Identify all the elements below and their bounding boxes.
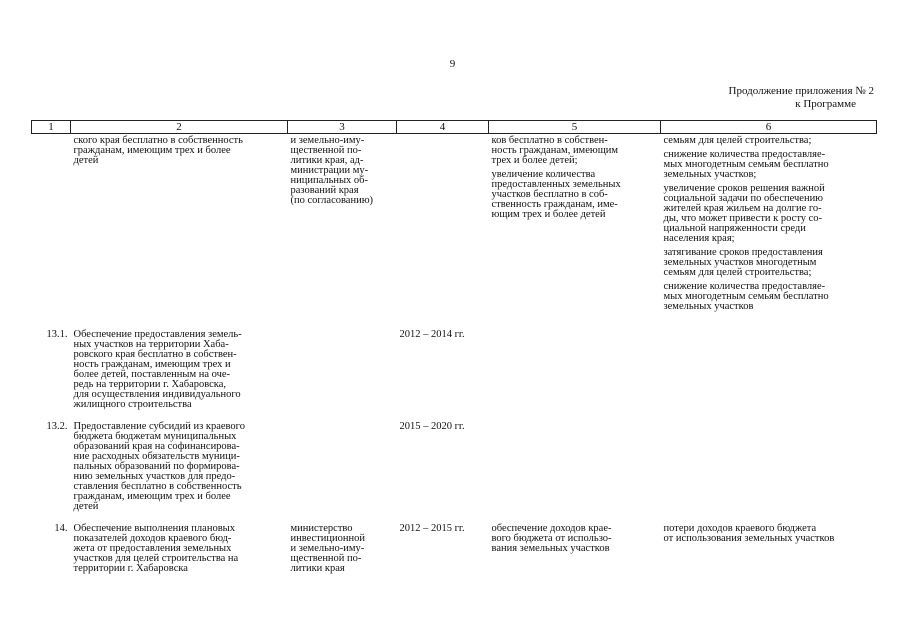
cell-paragraph: увеличение сроков решения важной социальной задачи по обеспечению жителей края жильем на долгие го- ды, что может привести к росту со- циальной напряженности среди населения края; [663,183,825,244]
measure-description [71,134,288,317]
cell-paragraph: потери доходов краевого бюджета от использования земельных участков [663,523,835,544]
appendix-line-2: к Программе [795,98,856,110]
column-header: 3 [288,121,397,134]
cell-text: Обеспечение предоставления земель- ных участков на территории Хаба- ровского края бесплатно в собствен- ность гражданам, имеющим трех и более детей, поставленным на оче- редь на территории г. Хабаровска, для осуществления индивидуального жилищного строительства [73,329,242,410]
appendix-line-1: Продолжение приложения № 2 [728,85,874,97]
measure-description [71,516,288,578]
responsible-executor [288,316,397,414]
responsible-executor [288,414,397,516]
table-header-row [32,121,877,134]
cell-text: Предоставление субсидий из краевого бюджета бюджетам муниципальных образований края на софинансирова- ние расходных обязательств муници- пальных образований по формирова- нию земельных участков для предо- ставления бесплатно в собственность гражданам, имеющим трех и более детей [73,421,245,512]
table-row [32,134,877,317]
cell-paragraph: снижение количества предоставляе- мых многодетным семьям бесплатно земельных участков [663,281,829,312]
appendix-heading [729,85,874,111]
consequences [661,414,877,516]
cell-text: Обеспечение выполнения плановых показателей доходов краевого бюд- жета от предоставления земельных участков для целей строительства на территории г. Хабаровска [73,523,239,574]
cell-paragraph: снижение количества предоставляе- мых многодетным семьям бесплатно земельных участков; [663,149,829,180]
cell-paragraph: увеличение количества предоставленных земельных участков бесплатно в соб- ственность гражданам, име- ющим трех и более детей [491,169,621,220]
program-table [31,120,877,578]
implementation-period [397,414,489,516]
measure-description [71,316,288,414]
cell-text: ского края бесплатно в собственность гражданам, имеющим трех и более детей [73,135,243,166]
cell-paragraph: затягивание сроков предоставления земельных участков многодетным семьям для целей строительства; [663,247,823,278]
row-number: 14. [54,523,68,534]
measure-description [71,414,288,516]
table-row [32,414,877,516]
page-number: 9 [449,58,456,70]
cell-paragraph: семьям для целей строительства; [663,135,812,146]
consequences [661,516,877,578]
cell-text: и земельно-иму- щественной по- литики края, ад- министрации му- ниципальных об- разований края (по согласованию) [290,135,374,206]
row-number [32,134,71,317]
expected-result [489,516,661,578]
responsible-executor [288,516,397,578]
expected-result [489,414,661,516]
implementation-period [397,516,489,578]
cell-text: 2015 – 2020 гг. [399,421,465,432]
column-header: 2 [71,121,288,134]
column-header: 4 [397,121,489,134]
table-row [32,516,877,578]
cell-paragraph: ков бесплатно в собствен- ность гражданам, имеющим трех и более детей; [491,135,619,166]
implementation-period [397,134,489,317]
row-number: 13.2. [46,421,68,432]
cell-text: 2012 – 2014 гг. [399,329,465,340]
consequences [661,134,877,317]
column-header: 1 [32,121,71,134]
expected-result [489,134,661,317]
table-body [32,134,877,579]
expected-result [489,316,661,414]
implementation-period [397,316,489,414]
responsible-executor [288,134,397,317]
cell-paragraph: обеспечение доходов крае- вого бюджета от использо- вания земельных участков [491,523,612,554]
cell-text: 2012 – 2015 гг. [399,523,465,534]
consequences [661,316,877,414]
row-number: 13.1. [46,329,68,340]
table-row [32,316,877,414]
column-header: 6 [661,121,877,134]
cell-text: министерство инвестиционной и земельно-иму- щественной по- литики края [290,523,366,574]
column-header: 5 [489,121,661,134]
